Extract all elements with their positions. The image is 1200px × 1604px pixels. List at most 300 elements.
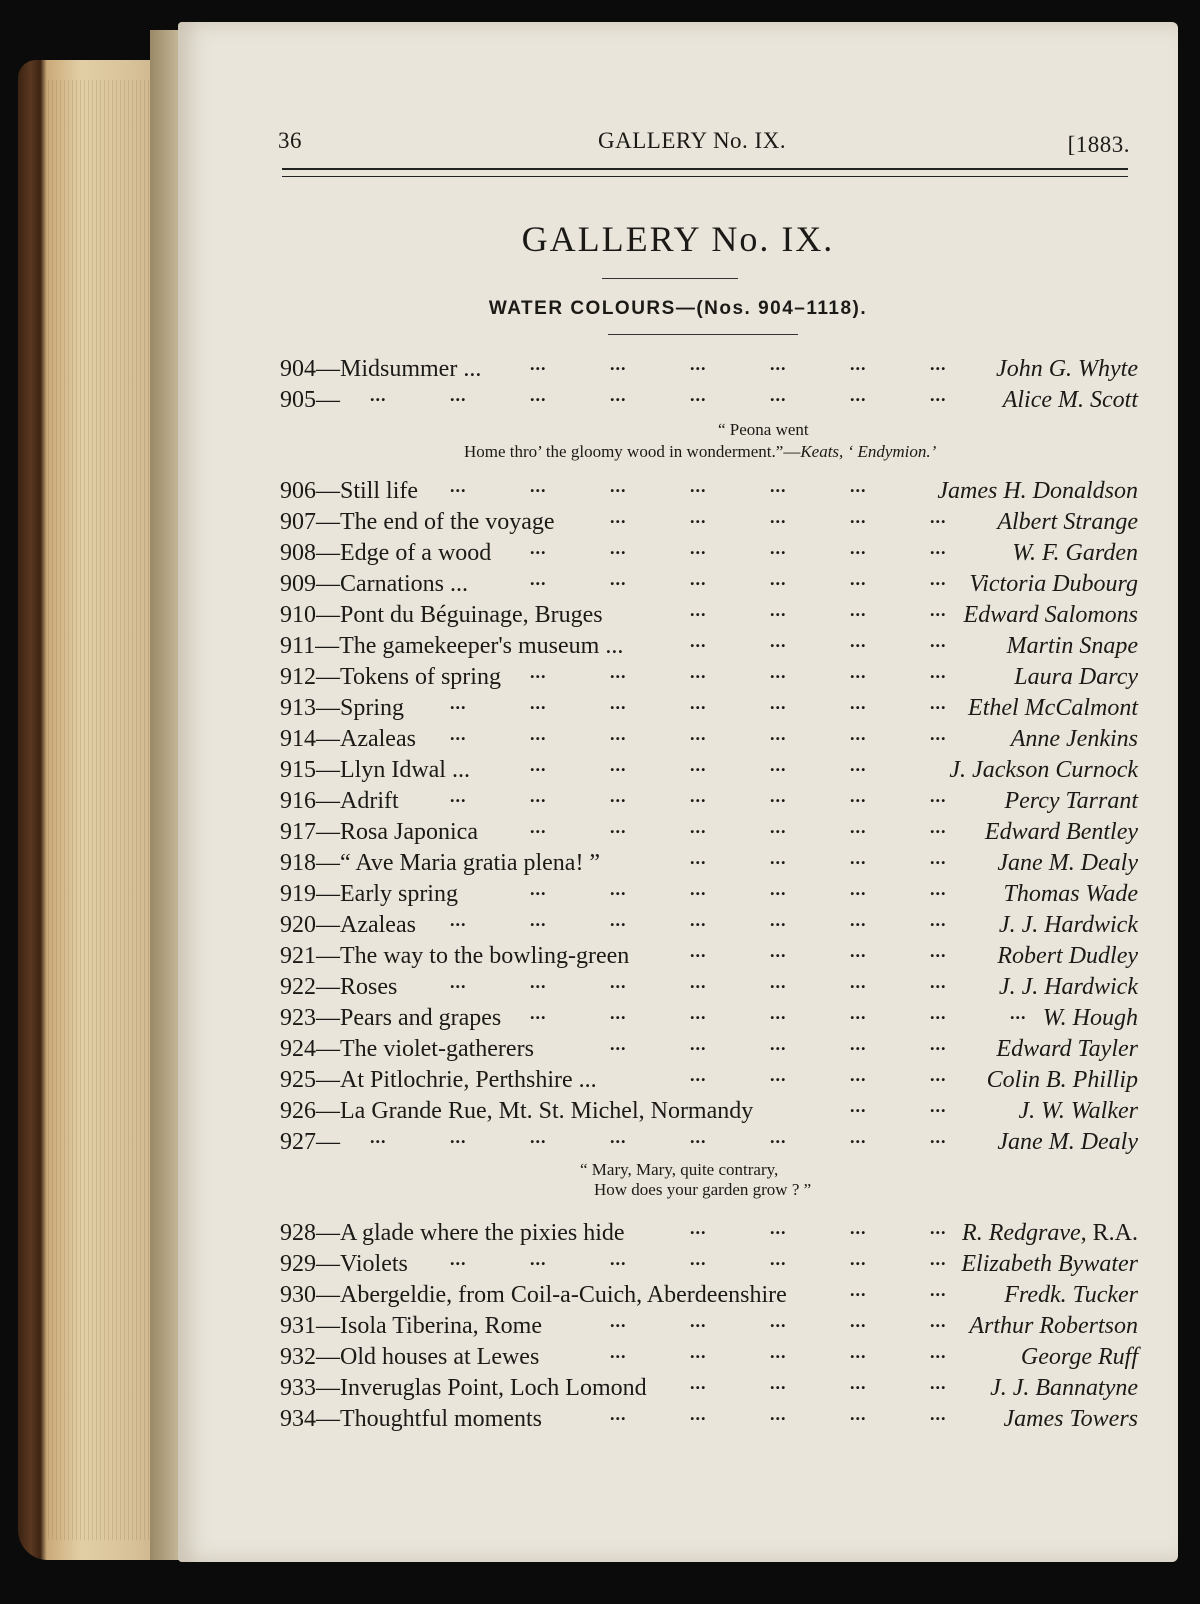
artist-name: Thomas Wade [1003,881,1138,907]
leader-dot: ... [690,693,707,713]
leader-dot: ... [690,600,707,620]
entry-title: 905— [280,387,340,413]
leader-dot: ... [850,476,867,496]
entry-artist [1043,1005,1138,1032]
artist-name: Martin Snape [1006,633,1138,659]
entry-artist [1003,387,1138,414]
entry-artist [1018,1098,1138,1125]
artist-name: Colin B. Phillip [986,1067,1138,1093]
running-year: [1883. [1067,132,1130,157]
leader-dot: ... [610,817,627,837]
leader-dot: ... [690,1311,707,1331]
leader-dot: ... [770,569,787,589]
artist-name: Robert Dudley [997,943,1138,969]
entry-title: 909—Carnations ... [280,571,468,597]
epigraph-line [594,1180,811,1200]
leader-dot: ... [610,476,627,496]
catalogue-entry [280,939,1138,970]
leader-dot: ... [930,972,947,992]
catalogue-entry [280,877,1138,908]
leader-dot: ... [690,1249,707,1269]
leader-dot: ... [770,476,787,496]
entry-title: 915—Llyn Idwal ... [280,757,470,783]
catalogue-entry [280,1063,1138,1094]
section-rule [608,334,798,335]
leader-dot: ... [610,1127,627,1147]
artist-name: John G. Whyte [996,356,1138,382]
leader-dot: ... [770,662,787,682]
leader-dot: ... [530,972,547,992]
leader-dot: ... [770,1404,787,1424]
leader-dot: ... [770,786,787,806]
catalogue-entry [280,1278,1138,1309]
leader-dot: ... [770,631,787,651]
leader-dot: ... [530,786,547,806]
leader-dot: ... [770,507,787,527]
leader-dot: ... [850,354,867,374]
leader-dot: ... [370,385,387,405]
leader-dot: ... [850,1003,867,1023]
header-rule [282,168,1128,177]
artist-name: Edward Salomons [963,602,1138,628]
leader-dot: ... [690,538,707,558]
leader-dot: ... [610,354,627,374]
entry-artist [968,695,1138,722]
entry-artist [937,478,1138,505]
epigraph-line: “ Mary, Mary, quite contrary, [580,1160,779,1179]
leader-dot: ... [770,941,787,961]
leader-dot: ... [610,662,627,682]
entry-title: 923—Pears and grapes [280,1005,502,1031]
artist-name: J. J. Bannatyne [990,1375,1138,1401]
epigraph-line [464,442,936,462]
entry-title: 917—Rosa Japonica [280,819,478,845]
entry-title: 928—A glade where the pixies hide [280,1220,625,1246]
artist-name: W. F. Garden [1012,540,1138,566]
entry-artist [1007,633,1138,660]
entry-title: 914—Azaleas [280,726,416,752]
catalogue-entry [280,383,1138,414]
leader-dot: ... [610,507,627,527]
artist-name: J. Jackson Curnock [949,757,1138,783]
artist-name: Percy Tarrant [1004,788,1138,814]
entry-title: 934—Thoughtful moments [280,1406,542,1432]
leader-dot: ... [850,1096,867,1116]
leader-dot: ... [850,569,867,589]
entry-artist [969,1313,1138,1340]
leader-dot: ... [530,693,547,713]
running-header [278,102,1130,157]
leader-dot: ... [530,354,547,374]
leader-dot: ... [850,1249,867,1269]
leader-dot: ... [610,724,627,744]
catalogue-entry [280,1094,1138,1125]
leader-dot: ... [450,385,467,405]
leader-dot: ... [690,507,707,527]
leader-dot: ... [850,1373,867,1393]
entry-artist [1014,664,1138,691]
entry-title: 924—The violet-gatherers [280,1036,534,1062]
leader-dot: ... [930,1404,947,1424]
leader-dot: ... [850,538,867,558]
leader-dot: ... [530,755,547,775]
leader-dot: ... [690,631,707,651]
leader-dot: ... [850,1404,867,1424]
artist-name: J. W. Walker [1018,1098,1138,1124]
artist-name: R. Redgrave, [962,1220,1087,1246]
entry-title: 933—Inveruglas Point, Loch Lomond [280,1375,647,1401]
entry-artist [1004,1406,1138,1433]
leader-dot: ... [770,1127,787,1147]
catalogue-list [280,352,1138,1433]
leader-dot: ... [930,662,947,682]
entry-title: 922—Roses [280,974,398,1000]
leader-dot: ... [770,1065,787,1085]
leader-dot: ... [770,385,787,405]
artist-name: Jane M. Dealy [997,1129,1138,1155]
leader-dot: ... [770,693,787,713]
entry-title: 927— [280,1129,340,1155]
leader-dot: ... [850,1311,867,1331]
leader-dot: ... [850,1034,867,1054]
artist-suffix: R.A. [1086,1220,1138,1246]
leader-dot: ... [930,786,947,806]
entry-artist [987,1067,1138,1094]
leader-dot: ... [610,1404,627,1424]
catalogue-entry [280,1371,1138,1402]
leader-dot: ... [530,910,547,930]
leader-dot: ... [930,507,947,527]
leader-dot: ... [930,724,947,744]
leader-dot: ... [850,385,867,405]
entry-artist [997,509,1138,536]
leader-dot: ... [450,724,467,744]
entry-title: 916—Adrift [280,788,399,814]
catalogue-entry [280,1001,1138,1032]
leader-dot: ... [450,476,467,496]
artist-name: Laura Darcy [1014,664,1138,690]
catalogue-entry [280,1309,1138,1340]
entry-title: 907—The end of the voyage [280,509,555,535]
leader-dot: ... [690,385,707,405]
entry-artist [997,850,1138,877]
leader-dot: ... [530,662,547,682]
leader-dot: ... [690,1065,707,1085]
artist-name: W. Hough [1042,1005,1138,1031]
artist-name: Arthur Robertson [969,1313,1138,1339]
leader-dot: ... [930,385,947,405]
catalogue-entry [280,784,1138,815]
entry-artist [999,974,1138,1001]
entry-artist [964,602,1138,629]
leader-dot: ... [610,786,627,806]
leader-dot: ... [770,972,787,992]
section-heading: WATER COLOURS—(Nos. 904–1118). [488,298,868,319]
artist-name: Albert Strange [997,509,1138,535]
catalogue-entry [280,567,1138,598]
entry-title: 932—Old houses at Lewes [280,1344,540,1370]
leader-dot: ... [690,817,707,837]
catalogue-entry [280,1125,1138,1156]
leader-dot: ... [450,693,467,713]
leader-dot: ... [690,1404,707,1424]
entry-artist [969,571,1138,598]
leader-dot: ... [930,569,947,589]
leader-dot: ... [770,538,787,558]
leader-dot: ... [930,600,947,620]
leader-dot: ... [850,910,867,930]
title-rule [602,278,738,279]
entry-title: 911—The gamekeeper's museum ... [280,633,624,659]
artist-name: George Ruff [1020,1344,1138,1370]
entry-title: 931—Isola Tiberina, Rome [280,1313,542,1339]
leader-dot: ... [690,724,707,744]
leader-dot: ... [770,600,787,620]
leader-dot: ... [930,879,947,899]
leader-dot: ... [690,879,707,899]
leader-dot: ... [850,786,867,806]
leader-dot: ... [930,1034,947,1054]
entry-title: 919—Early spring [280,881,458,907]
leader-dot: ... [450,1127,467,1147]
epigraph-line: “ Peona went [718,420,809,439]
leader-dot: ... [690,354,707,374]
epigraph [280,1156,1138,1216]
entry-title: 929—Violets [280,1251,408,1277]
leader-dot: ... [690,1342,707,1362]
catalogue-entry [280,753,1138,784]
leader-dot: ... [770,1249,787,1269]
leader-dot: ... [450,972,467,992]
gallery-title: GALLERY No. IX. [521,219,835,259]
leader-dot: ... [850,1218,867,1238]
catalogue-entry [280,691,1138,722]
entry-artist [961,1251,1138,1278]
entry-artist [997,1129,1138,1156]
leader-dot: ... [690,1034,707,1054]
artist-name: Elizabeth Bywater [961,1251,1138,1277]
leader-dot: ... [690,1218,707,1238]
leader-dot: ... [530,476,547,496]
leader-dot: ... [530,569,547,589]
catalogue-entry [280,908,1138,939]
artist-name: Victoria Dubourg [969,571,1138,597]
entry-artist [996,1036,1138,1063]
leader-dot: ... [930,1311,947,1331]
leader-dot: ... [530,817,547,837]
artist-name: Jane M. Dealy [997,850,1138,876]
leader-dot: ... [530,1249,547,1269]
leader-dot: ... [690,662,707,682]
leader-dot: ... [610,1249,627,1269]
entry-artist [1011,726,1138,753]
leader-dot: ... [930,941,947,961]
entry-title: 906—Still life [280,478,418,504]
artist-name: J. J. Hardwick [998,974,1138,1000]
leader-dot: ... [610,1003,627,1023]
entry-title: 918—“ Ave Maria gratia plena! ” [280,850,601,876]
entry-title: 925—At Pitlochrie, Perthshire ... [280,1067,597,1093]
leader-dot: ... [690,569,707,589]
leader-dot: ... [930,910,947,930]
leader-dot: ... [530,724,547,744]
entry-title: 913—Spring [280,695,405,721]
catalogue-entry [280,598,1138,629]
leader-dot: ... [930,1342,947,1362]
catalogue-entry [280,660,1138,691]
entry-artist [962,1220,1138,1247]
leader-dot: ... [850,662,867,682]
leader-dot: ... [610,1311,627,1331]
leader-dot: ... [770,848,787,868]
leader-dot: ... [690,1373,707,1393]
catalogue-entry [280,536,1138,567]
leader-dot: ... [690,1003,707,1023]
catalogue-entry [280,815,1138,846]
leader-dot: ... [930,631,947,651]
leader-dot: ... [610,538,627,558]
leader-dot: ... [930,1280,947,1300]
artist-name: Ethel McCalmont [968,695,1138,721]
catalogue-entry [280,722,1138,753]
entry-artist [997,943,1138,970]
leader-dot: ... [770,1034,787,1054]
leader-dot: ... [930,1218,947,1238]
leader-dot: ... [530,385,547,405]
leader-dot: ... [850,724,867,744]
leader-dot: ... [610,569,627,589]
leader-dot: ... [770,1003,787,1023]
catalogue-entry [280,474,1138,505]
artist-name: Edward Tayler [996,1036,1138,1062]
catalogue-entry [280,1402,1138,1433]
catalogue-entry [280,1247,1138,1278]
leader-dot: ... [610,1034,627,1054]
leader-dot: ... [690,848,707,868]
leader-dot: ... [530,1003,547,1023]
epigraph [280,414,1138,474]
leader-dot: ... [930,1096,947,1116]
leader-dot: ... [930,693,947,713]
artist-name: James Towers [1003,1406,1138,1432]
leader-dot: ... [770,817,787,837]
leader-dot: ... [850,693,867,713]
leader-dot: ... [850,1342,867,1362]
catalogue-entry [280,1216,1138,1247]
leader-dot: ... [850,879,867,899]
entry-title: 920—Azaleas [280,912,416,938]
leader-dot: ... [690,786,707,806]
leader-dot: ... [770,1342,787,1362]
leader-dot: ... [770,755,787,775]
entry-artist [1004,881,1138,908]
catalogue-entry [280,970,1138,1001]
leader-dot: ... [450,786,467,806]
entry-title: 921—The way to the bowling-green [280,943,630,969]
leader-dot: ... [850,507,867,527]
leader-dot: ... [850,1065,867,1085]
leader-dot: ... [850,631,867,651]
epigraph-text: Home thro’ the gloomy wood in wonderment.”— [464,442,801,461]
catalogue-entry [280,505,1138,536]
entry-title: 910—Pont du Béguinage, Bruges [280,602,603,628]
leader-dot: ... [930,848,947,868]
leader-dot: ... [610,385,627,405]
leader-dot: ... [770,1218,787,1238]
leader-dot: ... [370,1127,387,1147]
leader-dot: ... [850,1127,867,1147]
epigraph-text: How does your garden grow ? ” [594,1180,812,1199]
leader-dot: ... [690,1127,707,1147]
leader-dot: ... [930,1065,947,1085]
entry-artist [999,912,1138,939]
catalogue-entry [280,1032,1138,1063]
leader-dot: ... [930,817,947,837]
leader-dot: ... [450,1249,467,1269]
leader-dot: ... [770,724,787,744]
leader-dot: ... [850,600,867,620]
entry-artist [996,356,1138,383]
leader-dot: ... [770,910,787,930]
leader-dot: ... [850,817,867,837]
leader-dot: ... [770,1311,787,1331]
leader-dot: ... [930,354,947,374]
leader-dot: ... [530,1127,547,1147]
artist-name: Fredk. Tucker [1004,1282,1138,1308]
leader-dot: ... [1010,1003,1027,1023]
artist-name: Edward Bentley [984,819,1138,845]
catalogue-page [178,22,1178,1562]
artist-name: Alice M. Scott [1002,387,1138,413]
artist-name: Anne Jenkins [1010,726,1138,752]
leader-dot: ... [610,755,627,775]
leader-dot: ... [850,848,867,868]
leader-dot: ... [690,476,707,496]
leader-dot: ... [690,910,707,930]
entry-title: 926—La Grande Rue, Mt. St. Michel, Normandy [280,1098,754,1124]
leader-dot: ... [770,1373,787,1393]
entry-title: 912—Tokens of spring [280,664,501,690]
catalogue-entry [280,352,1138,383]
leader-dot: ... [690,755,707,775]
leader-dot: ... [850,1280,867,1300]
leader-dot: ... [930,1003,947,1023]
epigraph-citation: Keats, ‘ Endymion.’ [800,442,937,461]
entry-title: 930—Abergeldie, from Coil-a-Cuich, Aberdeenshire [280,1282,787,1308]
catalogue-entry [280,629,1138,660]
entry-artist [1021,1344,1138,1371]
leader-dot: ... [450,910,467,930]
leader-dot: ... [610,1342,627,1362]
entry-artist [949,757,1138,784]
leader-dot: ... [530,538,547,558]
catalogue-entry [280,1340,1138,1371]
catalogue-entry [280,846,1138,877]
entry-artist [985,819,1138,846]
leader-dot: ... [930,1249,947,1269]
leader-dot: ... [850,972,867,992]
artist-name: James H. Donaldson [937,478,1138,504]
leader-dot: ... [930,1373,947,1393]
artist-name: J. J. Hardwick [998,912,1138,938]
leader-dot: ... [610,910,627,930]
leader-dot: ... [770,879,787,899]
leader-dot: ... [690,972,707,992]
entry-artist [1012,540,1138,567]
running-title: GALLERY No. IX. [598,128,787,153]
entry-artist [1004,1282,1138,1309]
page-number: 36 [278,128,302,153]
